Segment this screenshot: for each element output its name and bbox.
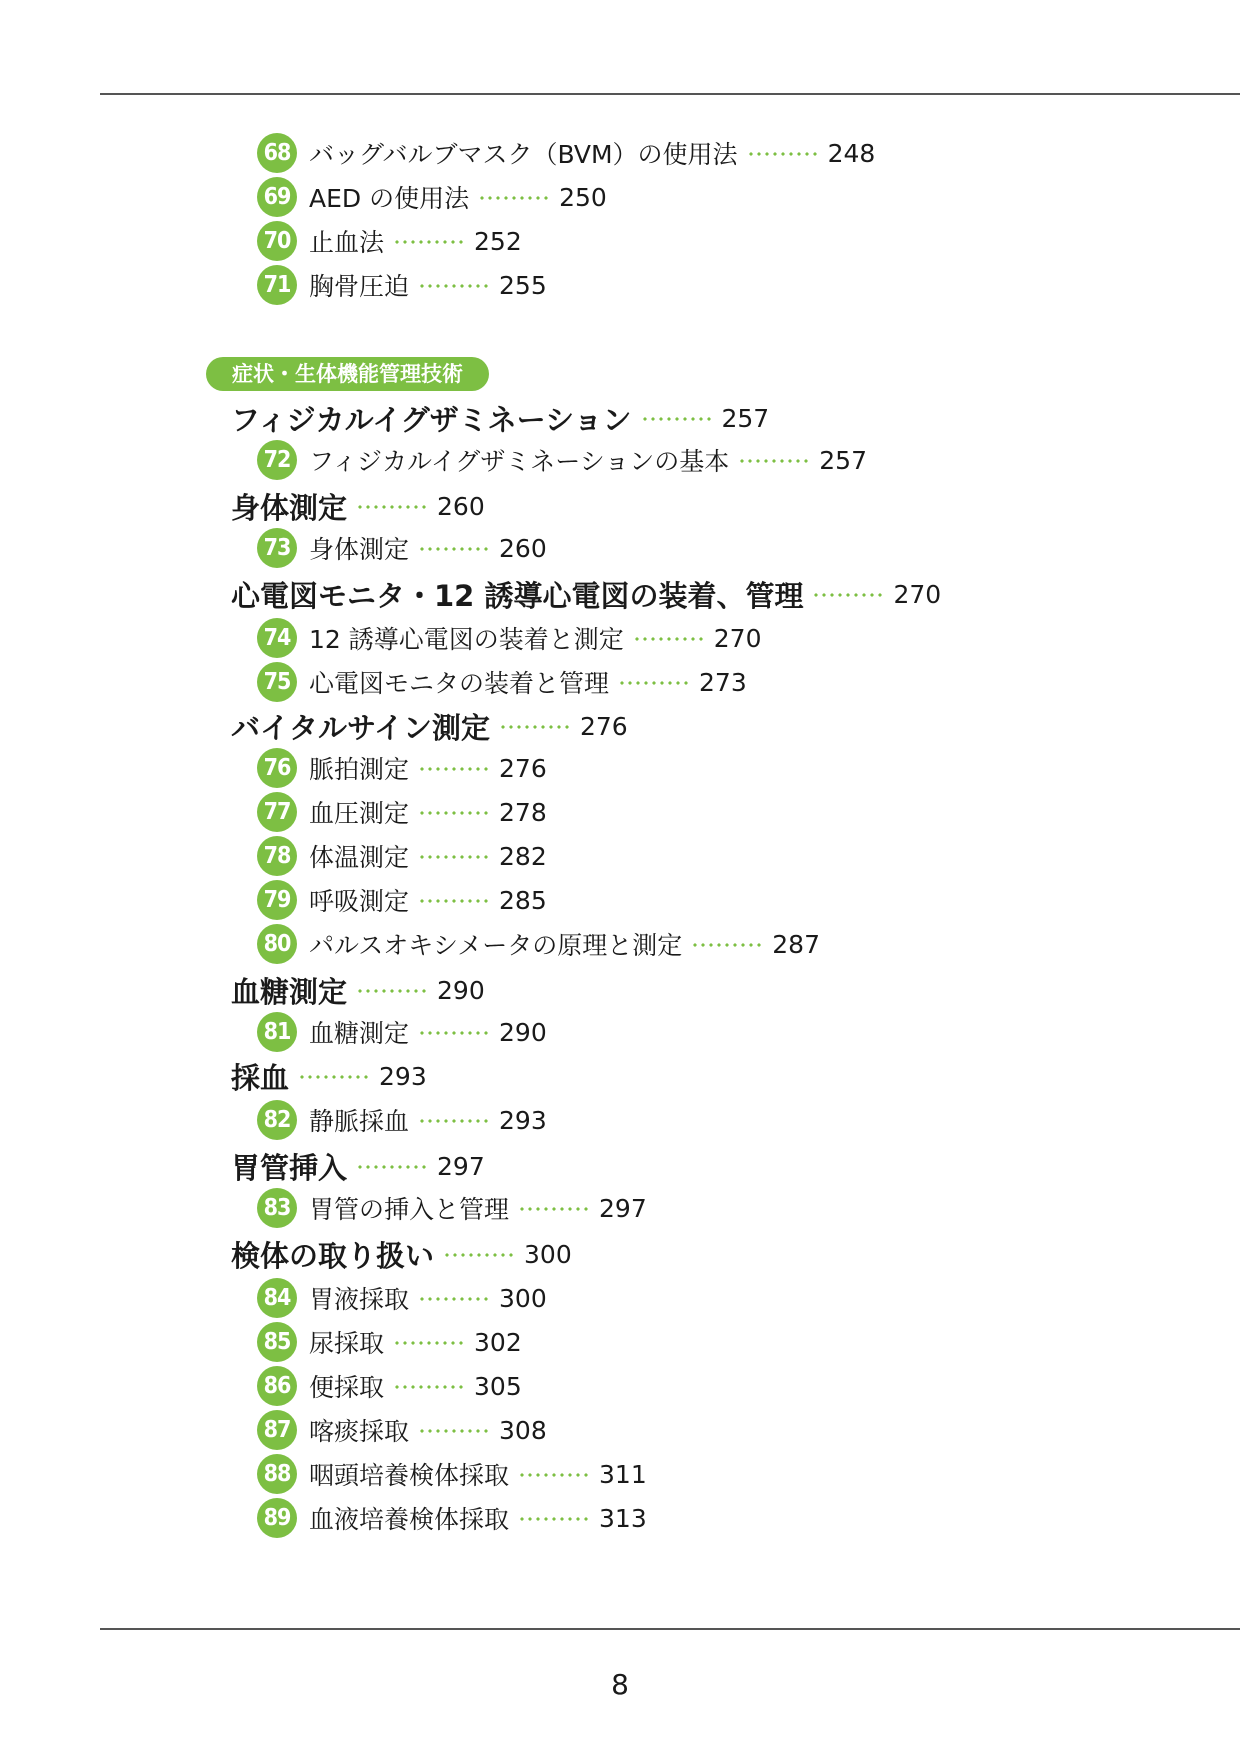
item-number-badge: 75 <box>257 662 297 702</box>
dot-leader <box>418 547 490 551</box>
toc-heading[interactable] <box>231 706 628 746</box>
item-title: 身体測定 <box>309 535 410 564</box>
item-number-badge: 73 <box>257 528 297 568</box>
dot-leader <box>356 505 428 509</box>
dot-leader <box>418 1297 490 1301</box>
toc-heading[interactable] <box>231 1234 572 1274</box>
item-number-badge: 69 <box>257 177 297 217</box>
item-title: 胸骨圧迫 <box>309 272 410 301</box>
dot-leader <box>356 1165 428 1169</box>
toc-item[interactable] <box>257 177 607 217</box>
item-number-badge: 77 <box>257 792 297 832</box>
toc-item[interactable] <box>257 265 547 305</box>
page-ref: 302 <box>474 1327 522 1357</box>
toc-item[interactable] <box>257 924 820 964</box>
page-ref: 276 <box>499 753 547 783</box>
toc-item[interactable] <box>257 221 522 261</box>
page-ref: 257 <box>721 403 770 433</box>
heading-title: 検体の取り扱い <box>231 1238 435 1273</box>
dot-leader <box>393 1341 465 1345</box>
toc-item[interactable] <box>257 528 547 568</box>
page-ref: 297 <box>437 1151 485 1181</box>
toc-item[interactable] <box>257 836 547 876</box>
toc-heading[interactable] <box>231 486 485 526</box>
item-number-badge: 78 <box>257 836 297 876</box>
dot-leader <box>518 1473 590 1477</box>
dot-leader <box>418 1429 490 1433</box>
page-ref: 293 <box>499 1105 547 1135</box>
page-ref: 290 <box>499 1017 547 1047</box>
item-number-badge: 88 <box>257 1454 297 1494</box>
item-title: 12 誘導心電図の装着と測定 <box>309 625 624 654</box>
toc-item[interactable] <box>257 748 547 788</box>
page-ref: 260 <box>499 533 547 563</box>
page-ref: 273 <box>699 667 747 697</box>
page-ref: 257 <box>819 445 867 475</box>
dot-leader <box>418 899 490 903</box>
item-title: 胃液採取 <box>309 1285 410 1314</box>
heading-title: 心電図モニタ・12 誘導心電図の装着、管理 <box>231 578 804 613</box>
item-number-badge: 79 <box>257 880 297 920</box>
heading-title: 血糖測定 <box>231 974 348 1009</box>
item-title: 脈拍測定 <box>309 755 410 784</box>
item-number-badge: 70 <box>257 221 297 261</box>
toc-item[interactable] <box>257 1100 547 1140</box>
dot-leader <box>393 240 465 244</box>
toc-item[interactable] <box>257 792 547 832</box>
toc-item[interactable] <box>257 880 547 920</box>
item-title: パルスオキシメータの原理と測定 <box>309 931 683 960</box>
dot-leader <box>478 196 550 200</box>
item-number-badge: 81 <box>257 1012 297 1052</box>
page-ref: 278 <box>499 797 547 827</box>
dot-leader <box>418 284 490 288</box>
item-number-badge: 80 <box>257 924 297 964</box>
toc-heading[interactable] <box>231 970 485 1010</box>
page-ref: 311 <box>599 1459 647 1489</box>
toc-item[interactable] <box>257 1322 522 1362</box>
item-title: 血糖測定 <box>309 1019 410 1048</box>
item-number-badge: 85 <box>257 1322 297 1362</box>
dot-leader <box>499 725 571 729</box>
item-number-badge: 72 <box>257 440 297 480</box>
dot-leader <box>691 943 763 947</box>
dot-leader <box>418 767 490 771</box>
item-title: 心電図モニタの装着と管理 <box>309 669 610 698</box>
heading-title: フィジカルイグザミネーション <box>231 402 632 437</box>
item-title: 胃管の挿入と管理 <box>309 1195 510 1224</box>
item-title: フィジカルイグザミネーションの基本 <box>309 447 730 476</box>
dot-leader <box>418 811 490 815</box>
page-ref: 285 <box>499 885 547 915</box>
toc-item[interactable] <box>257 618 761 658</box>
page-ref: 248 <box>827 138 876 168</box>
dot-leader <box>812 593 884 597</box>
item-title: 喀痰採取 <box>309 1417 410 1446</box>
item-title: 止血法 <box>309 228 385 257</box>
dot-leader <box>633 637 705 641</box>
item-title: 咽頭培養検体採取 <box>309 1461 510 1490</box>
item-title: 尿採取 <box>309 1329 385 1358</box>
item-title: 呼吸測定 <box>309 887 410 916</box>
section-label: 症状・生体機能管理技術 <box>206 357 489 391</box>
item-number-badge: 86 <box>257 1366 297 1406</box>
toc-item[interactable] <box>257 1188 647 1228</box>
page-ref: 252 <box>474 226 522 256</box>
item-number-badge: 71 <box>257 265 297 305</box>
item-title: 便採取 <box>309 1373 385 1402</box>
dot-leader <box>443 1253 515 1257</box>
toc-item[interactable] <box>257 662 747 702</box>
toc-heading[interactable] <box>231 1146 485 1186</box>
toc-item[interactable] <box>257 1012 547 1052</box>
page-ref: 260 <box>437 491 485 521</box>
toc-item[interactable] <box>257 1410 547 1450</box>
page-ref: 270 <box>713 623 762 653</box>
dot-leader <box>518 1207 590 1211</box>
item-number-badge: 68 <box>257 133 297 173</box>
heading-title: 採血 <box>231 1060 290 1095</box>
item-title: 血液培養検体採取 <box>309 1505 510 1534</box>
bottom-rule <box>100 1628 1240 1630</box>
item-number-badge: 89 <box>257 1498 297 1538</box>
item-title: 体温測定 <box>309 843 410 872</box>
item-title: AED の使用法 <box>309 184 470 213</box>
page-number: 8 <box>611 1668 629 1701</box>
dot-leader <box>418 1031 490 1035</box>
page-ref: 270 <box>893 579 942 609</box>
dot-leader <box>738 459 810 463</box>
toc-heading[interactable] <box>231 398 769 438</box>
dot-leader <box>747 152 819 156</box>
dot-leader <box>418 1119 490 1123</box>
item-title: 血圧測定 <box>309 799 410 828</box>
page-ref: 255 <box>499 270 547 300</box>
page-ref: 297 <box>599 1193 647 1223</box>
dot-leader <box>518 1517 590 1521</box>
page-ref: 250 <box>559 182 607 212</box>
page-ref: 282 <box>499 841 547 871</box>
page-ref: 308 <box>499 1415 547 1445</box>
page-ref: 290 <box>437 975 485 1005</box>
page-ref: 305 <box>474 1371 522 1401</box>
page-ref: 300 <box>524 1239 572 1269</box>
toc-heading[interactable] <box>231 574 941 614</box>
toc-heading[interactable] <box>231 1056 427 1096</box>
page-ref: 313 <box>599 1503 647 1533</box>
heading-title: 身体測定 <box>231 490 348 525</box>
toc-item[interactable] <box>257 133 875 173</box>
page-ref: 300 <box>499 1283 547 1313</box>
toc-item[interactable] <box>257 1498 647 1538</box>
item-title: 静脈採血 <box>309 1107 410 1136</box>
dot-leader <box>641 417 713 421</box>
page-ref: 287 <box>772 929 820 959</box>
page-ref: 293 <box>379 1061 427 1091</box>
item-number-badge: 83 <box>257 1188 297 1228</box>
toc-item[interactable] <box>257 1278 547 1318</box>
page-ref: 276 <box>579 711 628 741</box>
toc-item[interactable] <box>257 440 867 480</box>
item-number-badge: 87 <box>257 1410 297 1450</box>
toc-item[interactable] <box>257 1454 647 1494</box>
toc-item[interactable] <box>257 1366 522 1406</box>
dot-leader <box>298 1075 370 1079</box>
item-number-badge: 76 <box>257 748 297 788</box>
dot-leader <box>618 681 690 685</box>
item-number-badge: 74 <box>257 618 297 658</box>
dot-leader <box>356 989 428 993</box>
heading-title: 胃管挿入 <box>231 1150 348 1185</box>
item-number-badge: 84 <box>257 1278 297 1318</box>
heading-title: バイタルサイン測定 <box>231 710 490 745</box>
item-title: バッグバルブマスク（BVM）の使用法 <box>309 140 738 169</box>
dot-leader <box>393 1385 465 1389</box>
item-number-badge: 82 <box>257 1100 297 1140</box>
dot-leader <box>418 855 490 859</box>
